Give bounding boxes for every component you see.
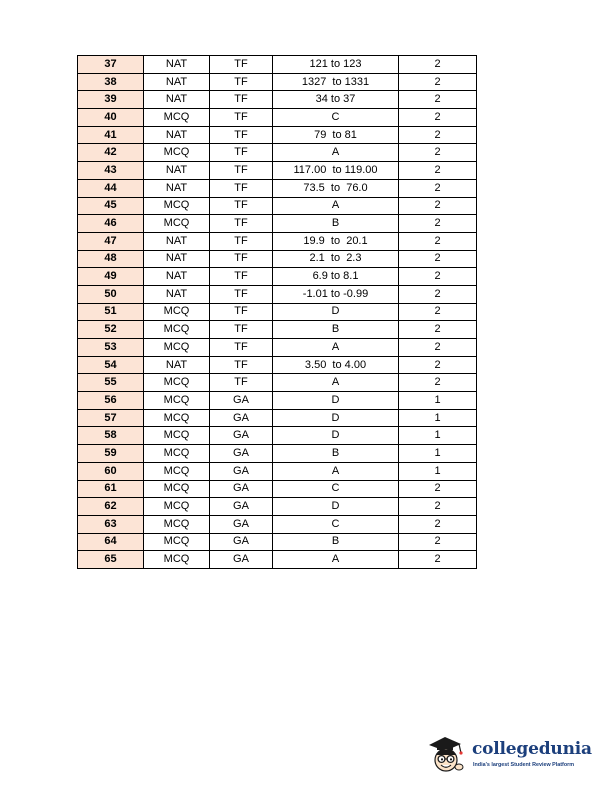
question-number-cell: 50	[78, 285, 144, 303]
marks-cell: 2	[399, 321, 477, 339]
section-cell: TF	[210, 162, 273, 180]
question-number-cell: 44	[78, 179, 144, 197]
question-number-cell: 51	[78, 303, 144, 321]
question-type-cell: MCQ	[144, 409, 210, 427]
question-number-cell: 59	[78, 445, 144, 463]
question-type-cell: NAT	[144, 285, 210, 303]
question-number-cell: 45	[78, 197, 144, 215]
answer-key-cell: 121 to 123	[273, 56, 399, 74]
marks-cell: 2	[399, 551, 477, 569]
marks-cell: 2	[399, 73, 477, 91]
question-number-cell: 41	[78, 126, 144, 144]
section-cell: TF	[210, 109, 273, 127]
answer-key-cell: D	[273, 392, 399, 410]
brand-name: collegedunia	[472, 739, 592, 759]
question-type-cell: MCQ	[144, 321, 210, 339]
answer-row	[78, 533, 477, 551]
question-type-cell: MCQ	[144, 303, 210, 321]
answer-key-cell: A	[273, 462, 399, 480]
marks-cell: 2	[399, 126, 477, 144]
answer-key-cell: 19.9 to 20.1	[273, 232, 399, 250]
marks-cell: 2	[399, 285, 477, 303]
answer-key-cell: 2.1 to 2.3	[273, 250, 399, 268]
section-cell: GA	[210, 498, 273, 516]
section-cell: TF	[210, 374, 273, 392]
answer-row	[78, 73, 477, 91]
marks-cell: 2	[399, 197, 477, 215]
marks-cell: 2	[399, 232, 477, 250]
question-number-cell: 38	[78, 73, 144, 91]
section-cell: TF	[210, 268, 273, 286]
section-cell: GA	[210, 533, 273, 551]
section-cell: TF	[210, 321, 273, 339]
marks-cell: 1	[399, 392, 477, 410]
answer-key-cell: 6.9 to 8.1	[273, 268, 399, 286]
question-type-cell: MCQ	[144, 480, 210, 498]
question-type-cell: MCQ	[144, 374, 210, 392]
question-number-cell: 47	[78, 232, 144, 250]
question-type-cell: MCQ	[144, 462, 210, 480]
question-type-cell: MCQ	[144, 392, 210, 410]
answer-key-cell: 73.5 to 76.0	[273, 179, 399, 197]
answer-row	[78, 162, 477, 180]
marks-cell: 2	[399, 515, 477, 533]
section-cell: GA	[210, 462, 273, 480]
section-cell: GA	[210, 480, 273, 498]
answer-row	[78, 250, 477, 268]
answer-row	[78, 268, 477, 286]
marks-cell: 1	[399, 445, 477, 463]
question-number-cell: 60	[78, 462, 144, 480]
answer-key-cell: -1.01 to -0.99	[273, 285, 399, 303]
marks-cell: 2	[399, 356, 477, 374]
section-cell: TF	[210, 215, 273, 233]
answer-row	[78, 126, 477, 144]
question-type-cell: NAT	[144, 56, 210, 74]
marks-cell: 2	[399, 303, 477, 321]
answer-row	[78, 144, 477, 162]
answer-key-rows	[78, 56, 477, 569]
question-type-cell: MCQ	[144, 498, 210, 516]
marks-cell: 2	[399, 374, 477, 392]
section-cell: GA	[210, 515, 273, 533]
section-cell: TF	[210, 91, 273, 109]
answer-key-table	[77, 55, 477, 569]
answer-row	[78, 356, 477, 374]
answer-key-cell: D	[273, 498, 399, 516]
marks-cell: 2	[399, 109, 477, 127]
section-cell: GA	[210, 551, 273, 569]
section-cell: TF	[210, 197, 273, 215]
marks-cell: 2	[399, 339, 477, 357]
question-number-cell: 63	[78, 515, 144, 533]
question-number-cell: 48	[78, 250, 144, 268]
question-type-cell: NAT	[144, 250, 210, 268]
section-cell: GA	[210, 409, 273, 427]
question-type-cell: NAT	[144, 73, 210, 91]
marks-cell: 1	[399, 427, 477, 445]
answer-row	[78, 374, 477, 392]
answer-row	[78, 303, 477, 321]
brand-tagline: India's largest Student Review Platform	[473, 762, 575, 768]
question-type-cell: MCQ	[144, 109, 210, 127]
question-number-cell: 62	[78, 498, 144, 516]
answer-row	[78, 445, 477, 463]
marks-cell: 2	[399, 91, 477, 109]
marks-cell: 2	[399, 250, 477, 268]
marks-cell: 2	[399, 162, 477, 180]
question-type-cell: NAT	[144, 268, 210, 286]
answer-key-cell: D	[273, 427, 399, 445]
answer-row	[78, 462, 477, 480]
marks-cell: 1	[399, 462, 477, 480]
answer-key-cell: B	[273, 445, 399, 463]
answer-key-cell: 117.00 to 119.00	[273, 162, 399, 180]
section-cell: TF	[210, 73, 273, 91]
section-cell: TF	[210, 126, 273, 144]
answer-key-cell: 79 to 81	[273, 126, 399, 144]
question-type-cell: MCQ	[144, 197, 210, 215]
answer-key-cell: A	[273, 144, 399, 162]
question-number-cell: 49	[78, 268, 144, 286]
answer-row	[78, 321, 477, 339]
question-type-cell: NAT	[144, 91, 210, 109]
question-number-cell: 37	[78, 56, 144, 74]
question-type-cell: MCQ	[144, 427, 210, 445]
marks-cell: 2	[399, 480, 477, 498]
question-number-cell: 42	[78, 144, 144, 162]
question-type-cell: MCQ	[144, 445, 210, 463]
section-cell: GA	[210, 427, 273, 445]
answer-row	[78, 109, 477, 127]
question-type-cell: NAT	[144, 179, 210, 197]
marks-cell: 2	[399, 144, 477, 162]
answer-row	[78, 339, 477, 357]
section-cell: TF	[210, 179, 273, 197]
question-number-cell: 54	[78, 356, 144, 374]
answer-row	[78, 197, 477, 215]
answer-key-cell: 3.50 to 4.00	[273, 356, 399, 374]
mascot-face-icon	[425, 733, 471, 777]
answer-row	[78, 232, 477, 250]
question-number-cell: 40	[78, 109, 144, 127]
question-type-cell: MCQ	[144, 144, 210, 162]
answer-row	[78, 91, 477, 109]
section-cell: GA	[210, 445, 273, 463]
answer-row	[78, 515, 477, 533]
question-number-cell: 58	[78, 427, 144, 445]
question-type-cell: NAT	[144, 126, 210, 144]
question-type-cell: MCQ	[144, 533, 210, 551]
question-number-cell: 46	[78, 215, 144, 233]
marks-cell: 2	[399, 498, 477, 516]
marks-cell: 1	[399, 409, 477, 427]
answer-key-cell: B	[273, 533, 399, 551]
section-cell: TF	[210, 250, 273, 268]
answer-key-cell: B	[273, 321, 399, 339]
question-number-cell: 64	[78, 533, 144, 551]
answer-row	[78, 179, 477, 197]
answer-row	[78, 285, 477, 303]
marks-cell: 2	[399, 179, 477, 197]
answer-key-cell: 1327 to 1331	[273, 73, 399, 91]
section-cell: TF	[210, 144, 273, 162]
answer-row	[78, 427, 477, 445]
marks-cell: 2	[399, 56, 477, 74]
answer-row	[78, 392, 477, 410]
answer-row	[78, 480, 477, 498]
question-number-cell: 52	[78, 321, 144, 339]
answer-key-cell: B	[273, 215, 399, 233]
answer-row	[78, 409, 477, 427]
section-cell: TF	[210, 303, 273, 321]
answer-key-cell: 34 to 37	[273, 91, 399, 109]
question-type-cell: MCQ	[144, 339, 210, 357]
question-type-cell: NAT	[144, 356, 210, 374]
answer-key-cell: A	[273, 374, 399, 392]
question-type-cell: MCQ	[144, 215, 210, 233]
section-cell: GA	[210, 392, 273, 410]
answer-key-cell: C	[273, 109, 399, 127]
answer-key-cell: D	[273, 303, 399, 321]
answer-key-cell: A	[273, 197, 399, 215]
question-number-cell: 55	[78, 374, 144, 392]
collegedunia-brand	[425, 733, 601, 777]
question-number-cell: 57	[78, 409, 144, 427]
question-number-cell: 56	[78, 392, 144, 410]
answer-key-cell: D	[273, 409, 399, 427]
answer-key-cell: A	[273, 339, 399, 357]
answer-row	[78, 56, 477, 74]
question-number-cell: 65	[78, 551, 144, 569]
question-number-cell: 39	[78, 91, 144, 109]
answer-key-cell: C	[273, 480, 399, 498]
marks-cell: 2	[399, 268, 477, 286]
question-type-cell: NAT	[144, 162, 210, 180]
answer-key-cell: C	[273, 515, 399, 533]
section-cell: TF	[210, 356, 273, 374]
section-cell: TF	[210, 56, 273, 74]
marks-cell: 2	[399, 215, 477, 233]
answer-row	[78, 551, 477, 569]
marks-cell: 2	[399, 533, 477, 551]
section-cell: TF	[210, 285, 273, 303]
section-cell: TF	[210, 232, 273, 250]
answer-row	[78, 498, 477, 516]
question-number-cell: 43	[78, 162, 144, 180]
question-number-cell: 53	[78, 339, 144, 357]
section-cell: TF	[210, 339, 273, 357]
question-type-cell: NAT	[144, 232, 210, 250]
answer-key-cell: A	[273, 551, 399, 569]
question-number-cell: 61	[78, 480, 144, 498]
question-type-cell: MCQ	[144, 551, 210, 569]
question-type-cell: MCQ	[144, 515, 210, 533]
answer-row	[78, 215, 477, 233]
